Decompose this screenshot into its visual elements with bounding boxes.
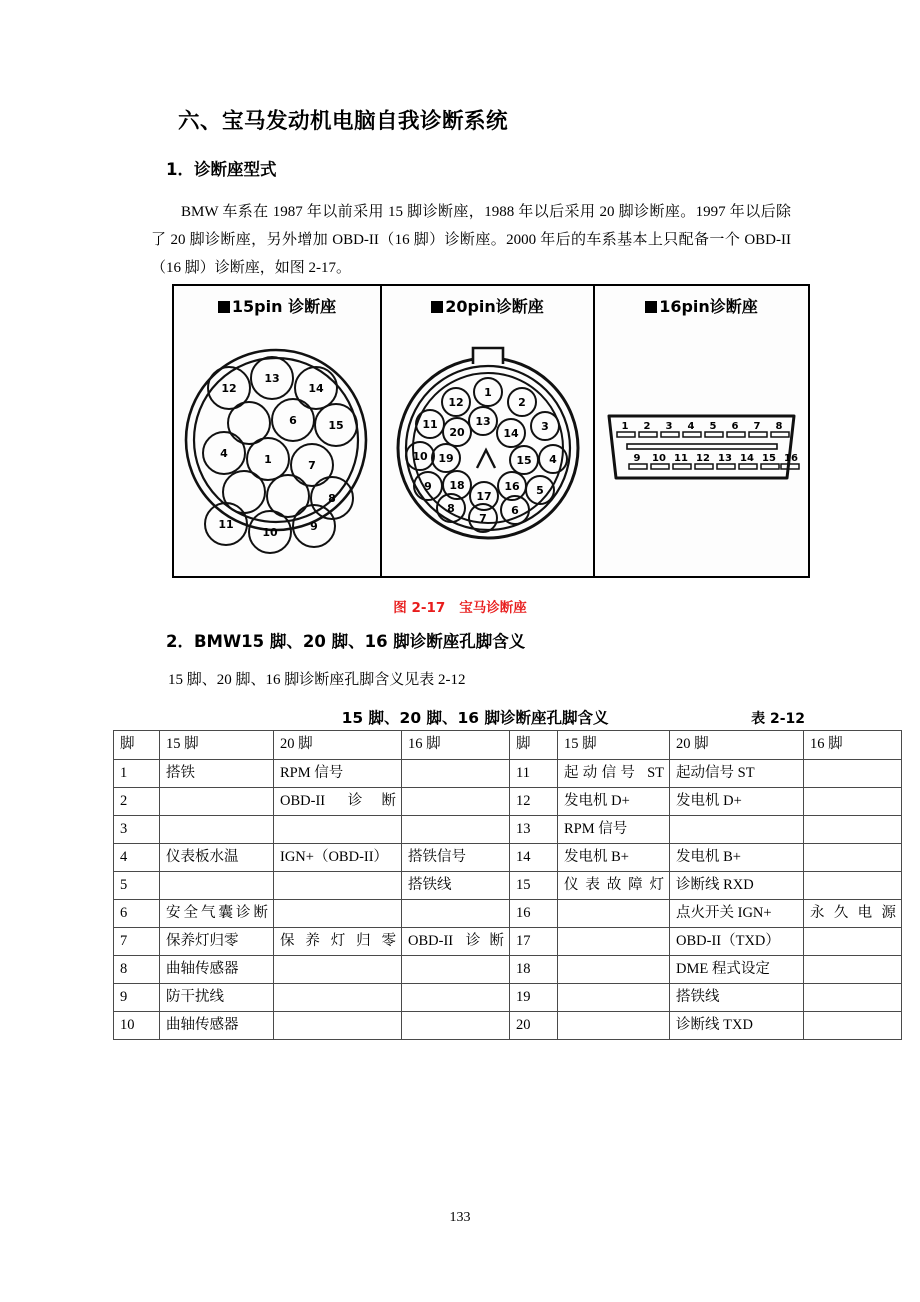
cell-15pin-right [558, 900, 670, 928]
panel-title-16pin: 16pin诊断座 [595, 294, 808, 317]
cell-15pin-right: 起动信号 ST [558, 760, 670, 788]
cell-pin-left: 8 [114, 956, 160, 984]
cell-16pin-right [804, 760, 902, 788]
cell-20pin-left: IGN+（OBD-II） [274, 844, 402, 872]
page-number: 133 [449, 1210, 471, 1225]
cell-20pin-left: RPM 信号 [274, 760, 402, 788]
table-title: 15 脚、20 脚、16 脚诊断座孔脚含义 [341, 709, 609, 727]
table-row [114, 816, 902, 844]
subsection-heading-1: 1．诊断座型式 [166, 160, 277, 179]
svg-text:19: 19 [438, 452, 454, 465]
cell-16pin-left: 搭铁信号 [402, 844, 510, 872]
svg-text:14: 14 [740, 453, 754, 464]
svg-text:13: 13 [718, 453, 732, 464]
svg-text:10: 10 [652, 453, 666, 464]
cell-16pin-left [402, 956, 510, 984]
cell-20pin-right: 发电机 B+ [670, 844, 804, 872]
table-row [114, 928, 902, 956]
cell-15pin-left [160, 872, 274, 900]
svg-text:3: 3 [541, 420, 549, 433]
cell-15pin-right [558, 956, 670, 984]
cell-15pin-left: 仪表板水温 [160, 844, 274, 872]
cell-20pin-left [274, 1012, 402, 1040]
panel-title-20pin: 20pin诊断座 [382, 294, 593, 317]
svg-text:10: 10 [412, 450, 428, 463]
cell-15pin-right [558, 984, 670, 1012]
figure-panel-15pin [174, 286, 382, 576]
cell-15pin-left: 曲轴传感器 [160, 1012, 274, 1040]
header-20pin-right: 20 脚 [670, 731, 804, 760]
svg-text:7: 7 [753, 421, 761, 432]
svg-text:14: 14 [503, 427, 519, 440]
table-row [114, 900, 902, 928]
cell-15pin-right: RPM 信号 [558, 816, 670, 844]
cell-pin-left: 6 [114, 900, 160, 928]
cell-15pin-right: 发电机 D+ [558, 788, 670, 816]
svg-text:13: 13 [475, 415, 491, 428]
svg-text:13: 13 [264, 372, 280, 385]
cell-16pin-right [804, 844, 902, 872]
svg-text:5: 5 [536, 484, 544, 497]
cell-pin-left: 7 [114, 928, 160, 956]
svg-text:1: 1 [621, 421, 629, 432]
figure-2-17 [172, 284, 810, 578]
cell-pin-right: 18 [510, 956, 558, 984]
svg-text:3: 3 [665, 421, 673, 432]
svg-text:12: 12 [448, 396, 464, 409]
svg-text:16: 16 [784, 453, 798, 464]
svg-text:17: 17 [476, 490, 492, 503]
table-caption [113, 706, 805, 728]
cell-16pin-right [804, 1012, 902, 1040]
square-bullet-icon [218, 301, 230, 313]
cell-20pin-right: OBD-II（TXD） [670, 928, 804, 956]
cell-20pin-right: 诊断线 RXD [670, 872, 804, 900]
cell-pin-left: 3 [114, 816, 160, 844]
svg-text:18: 18 [449, 479, 465, 492]
svg-text:8: 8 [447, 502, 455, 515]
svg-text:10: 10 [262, 526, 278, 539]
svg-text:4: 4 [220, 447, 228, 460]
svg-text:9: 9 [310, 520, 318, 533]
cell-20pin-right: 点火开关 IGN+ [670, 900, 804, 928]
cell-20pin-right: 起动信号 ST [670, 760, 804, 788]
cell-pin-right: 17 [510, 928, 558, 956]
cell-20pin-left: OBD-II 诊断 [274, 788, 402, 816]
cell-15pin-right [558, 928, 670, 956]
cell-pin-left: 2 [114, 788, 160, 816]
table-row [114, 956, 902, 984]
svg-text:12: 12 [696, 453, 710, 464]
header-15pin-left: 15 脚 [160, 731, 274, 760]
svg-text:11: 11 [674, 453, 688, 464]
svg-text:9: 9 [424, 480, 432, 493]
figure-caption-number: 图 2-17 [393, 600, 446, 616]
cell-20pin-left: 保养灯归零 [274, 928, 402, 956]
table-row [114, 984, 902, 1012]
cell-20pin-right: 诊断线 TXD [670, 1012, 804, 1040]
cell-16pin-right [804, 984, 902, 1012]
cell-20pin-right [670, 816, 804, 844]
svg-text:11: 11 [422, 418, 438, 431]
header-pin-left: 脚 [114, 731, 160, 760]
svg-text:7: 7 [479, 512, 487, 525]
cell-16pin-left [402, 788, 510, 816]
figure-caption [0, 596, 920, 616]
header-16pin-right: 16 脚 [804, 731, 902, 760]
square-bullet-icon [645, 301, 657, 313]
cell-16pin-left [402, 1012, 510, 1040]
svg-text:16: 16 [504, 480, 520, 493]
cell-pin-right: 20 [510, 1012, 558, 1040]
cell-16pin-right [804, 788, 902, 816]
cell-16pin-right: 永久电源 [804, 900, 902, 928]
subsection-heading-2: 2．BMW15 脚、20 脚、16 脚诊断座孔脚含义 [166, 632, 526, 651]
svg-text:4: 4 [687, 421, 695, 432]
cell-pin-left: 4 [114, 844, 160, 872]
connector-svg-15pin [174, 320, 382, 570]
page-title: 六、宝马发动机电脑自我诊断系统 [178, 109, 509, 134]
cell-15pin-left: 保养灯归零 [160, 928, 274, 956]
svg-text:1: 1 [484, 386, 492, 399]
cell-pin-right: 12 [510, 788, 558, 816]
square-bullet-icon [431, 301, 443, 313]
table-row [114, 872, 902, 900]
cell-16pin-right [804, 872, 902, 900]
cell-20pin-left [274, 984, 402, 1012]
cell-15pin-right: 仪表故障灯 [558, 872, 670, 900]
cell-pin-right: 13 [510, 816, 558, 844]
svg-text:15: 15 [516, 454, 532, 467]
svg-text:20: 20 [449, 426, 465, 439]
connector-diagram-16pin [595, 320, 808, 572]
cell-20pin-left [274, 956, 402, 984]
svg-text:9: 9 [633, 453, 641, 464]
svg-text:2: 2 [518, 396, 526, 409]
cell-16pin-left [402, 984, 510, 1012]
cell-16pin-left: OBD-II 诊断 [402, 928, 510, 956]
cell-16pin-left [402, 900, 510, 928]
svg-text:11: 11 [218, 518, 234, 531]
cell-20pin-left [274, 816, 402, 844]
cell-pin-right: 16 [510, 900, 558, 928]
cell-pin-right: 11 [510, 760, 558, 788]
table-number: 表 2-12 [751, 711, 805, 727]
svg-text:12: 12 [221, 382, 237, 395]
svg-text:6: 6 [731, 421, 739, 432]
figure-caption-text: 宝马诊断座 [459, 600, 527, 616]
table-row [114, 760, 902, 788]
cell-20pin-right: 发电机 D+ [670, 788, 804, 816]
cell-pin-right: 19 [510, 984, 558, 1012]
pin-assignment-table [113, 730, 902, 1040]
svg-text:6: 6 [289, 414, 297, 427]
svg-text:8: 8 [775, 421, 783, 432]
cell-pin-left: 1 [114, 760, 160, 788]
figure-panel-16pin [595, 286, 808, 576]
connector-diagram-15pin [174, 320, 380, 572]
svg-text:2: 2 [643, 421, 651, 432]
svg-text:14: 14 [308, 382, 324, 395]
cell-15pin-right [558, 1012, 670, 1040]
header-16pin-left: 16 脚 [402, 731, 510, 760]
header-pin-right: 脚 [510, 731, 558, 760]
svg-text:7: 7 [308, 459, 316, 472]
cell-20pin-right: 搭铁线 [670, 984, 804, 1012]
cell-pin-right: 14 [510, 844, 558, 872]
cell-16pin-right [804, 816, 902, 844]
figure-panel-20pin [382, 286, 595, 576]
cell-pin-left: 9 [114, 984, 160, 1012]
connector-diagram-20pin [382, 320, 593, 572]
body-paragraph-2: 15 脚、20 脚、16 脚诊断座孔脚含义见表 2-12 [168, 672, 466, 688]
svg-text:5: 5 [709, 421, 717, 432]
cell-15pin-right: 发电机 B+ [558, 844, 670, 872]
table-row [114, 788, 902, 816]
table-header-row [114, 731, 902, 760]
cell-15pin-left [160, 788, 274, 816]
svg-text:8: 8 [328, 492, 336, 505]
cell-20pin-left [274, 900, 402, 928]
table-row [114, 844, 902, 872]
connector-svg-16pin [595, 320, 808, 570]
table-body [114, 731, 902, 1040]
header-15pin-right: 15 脚 [558, 731, 670, 760]
cell-pin-right: 15 [510, 872, 558, 900]
body-paragraph-1: BMW 车系在 1987 年以前采用 15 脚诊断座，1988 年以后采用 20 脚诊断座。1997 年以后除了 20 脚诊断座，另外增加 OBD-II（16 脚）诊断座。2000 年后的车系基本上只配备一个 OBD-II（16 脚）诊断座，如图 2-17。 [151, 204, 791, 276]
cell-16pin-right [804, 956, 902, 984]
cell-20pin-left [274, 872, 402, 900]
connector-svg-20pin [382, 320, 595, 570]
cell-pin-left: 10 [114, 1012, 160, 1040]
cell-20pin-right: DME 程式设定 [670, 956, 804, 984]
svg-text:1: 1 [264, 453, 272, 466]
cell-15pin-left: 搭铁 [160, 760, 274, 788]
cell-16pin-right [804, 928, 902, 956]
header-20pin-left: 20 脚 [274, 731, 402, 760]
svg-text:6: 6 [511, 504, 519, 517]
table-row [114, 1012, 902, 1040]
cell-pin-left: 5 [114, 872, 160, 900]
cell-15pin-left [160, 816, 274, 844]
cell-15pin-left: 安全气囊诊断 [160, 900, 274, 928]
svg-text:15: 15 [328, 419, 344, 432]
svg-text:4: 4 [549, 453, 557, 466]
panel-title-15pin: 15pin 诊断座 [174, 294, 380, 317]
svg-text:15: 15 [762, 453, 776, 464]
cell-16pin-left [402, 760, 510, 788]
cell-16pin-left [402, 816, 510, 844]
cell-15pin-left: 曲轴传感器 [160, 956, 274, 984]
cell-15pin-left: 防干扰线 [160, 984, 274, 1012]
cell-16pin-left: 搭铁线 [402, 872, 510, 900]
